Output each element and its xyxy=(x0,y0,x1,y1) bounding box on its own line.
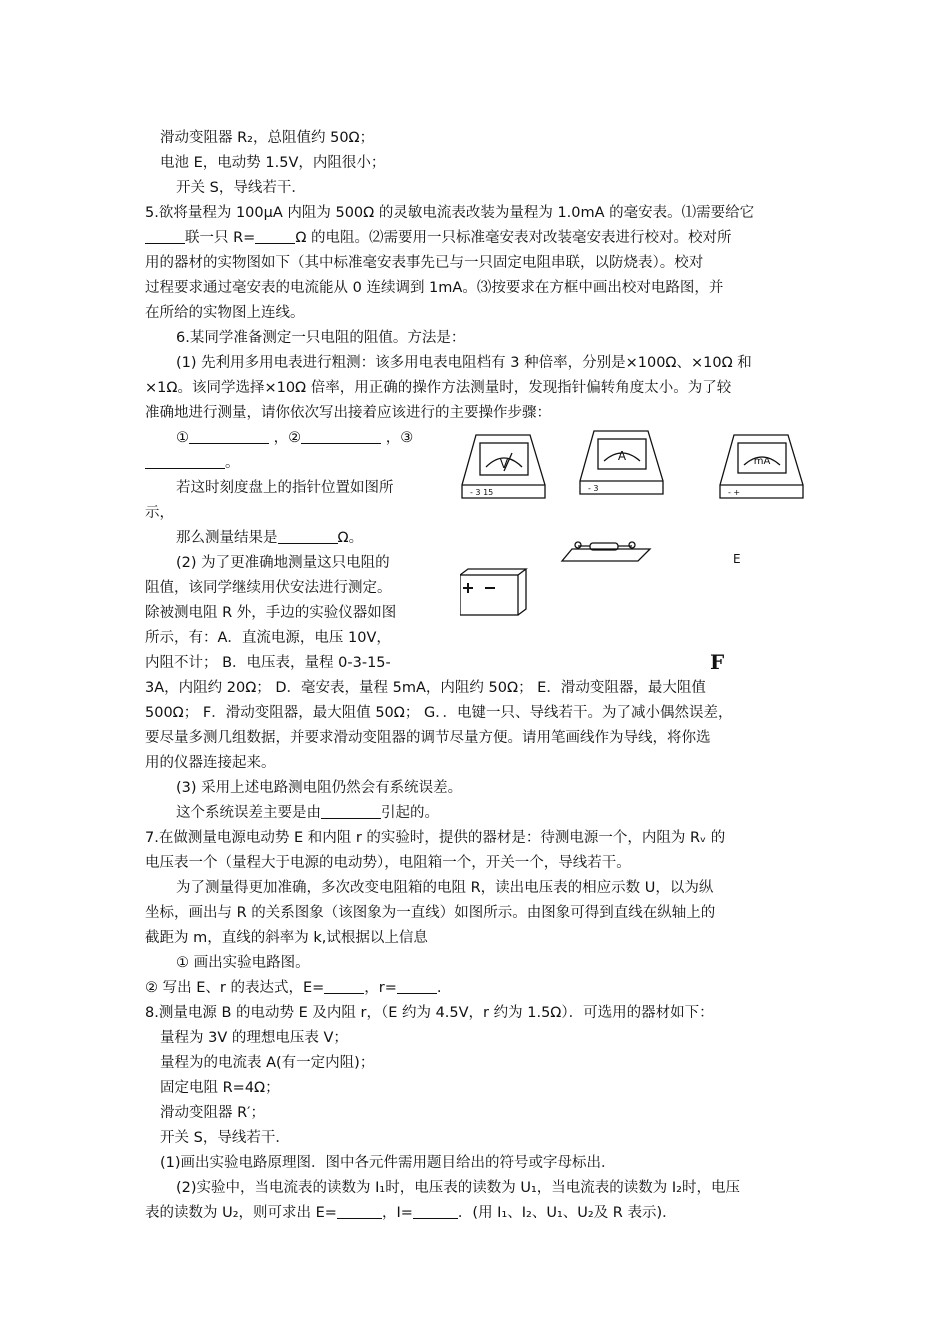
text-line: ② 写出 E、r 的表达式，E= ，r= . xyxy=(145,980,442,996)
battery xyxy=(460,569,526,615)
milliammeter-terminals: - + xyxy=(728,488,741,497)
answer-blank[interactable] xyxy=(145,229,185,244)
text-line: 示， xyxy=(145,505,174,521)
text-line: 这个系统误差主要是由 引起的。 xyxy=(176,805,439,821)
text-line: 用的器材的实物图如下（其中标准毫安表事先已与一只固定电阻串联，以防烧表）。校对 xyxy=(145,255,704,271)
text-line: 要尽量多测几组数据，并要求滑动变阻器的调节尽量方便。请用笔画线作为导线，将你选 xyxy=(145,730,711,746)
text-line: 固定电阻 R=4Ω； xyxy=(160,1080,280,1096)
text-line: (2) 为了更准确地测量这只电阻的 xyxy=(176,555,390,571)
text-line: ① 画出实验电路图。 xyxy=(176,955,310,971)
text-line: 那么测量结果是 Ω。 xyxy=(176,530,364,546)
text-line: 表的读数为 U₂，则可求出 E= ，I= ．(用 I₁、I₂、U₁、U₂及 R 表示)． xyxy=(145,1205,677,1221)
text-line: 过程要求通过毫安表的电流能从 0 连续调到 1mA。⑶按要求在方框中画出校对电路图，并 xyxy=(145,280,724,296)
voltmeter-terminals: - 3 15 xyxy=(470,488,494,497)
text-line: 截距为 m，直线的斜率为 k,试根据以上信息 xyxy=(145,930,428,946)
text-line: 滑动变阻器 R₂，总阻值约 50Ω； xyxy=(160,130,375,146)
answer-blank[interactable] xyxy=(255,229,295,244)
text-line: 。 xyxy=(145,453,445,473)
text-line: 阻值，该同学继续用伏安法进行测定。 xyxy=(145,580,392,596)
text-line: 内阻不计； B．电压表，量程 0-3-15- xyxy=(145,655,391,671)
answer-blank[interactable] xyxy=(301,429,381,444)
text-line: (1) 先利用多用电表进行粗测：该多用电表电阻档有 3 种倍率，分别是×100Ω、×10Ω 和 xyxy=(176,355,752,371)
voltmeter-label: V xyxy=(499,457,509,471)
text-line: (3) 采用上述电路测电阻仍然会有系统误差。 xyxy=(176,780,463,796)
answer-blank[interactable] xyxy=(397,979,437,994)
answer-blank[interactable] xyxy=(413,1204,458,1219)
question-8: 8.测量电源 B 的电动势 E 及内阻 r，（E 约为 4.5V，r 约为 1.5Ω）．可选用的器材如下： xyxy=(145,1005,714,1021)
ammeter-terminals: - 3 xyxy=(588,484,599,493)
text-line: 3A，内阻约 20Ω； D．毫安表，量程 5mA，内阻约 50Ω； E．滑动变阻器，最大阻值 xyxy=(145,680,706,696)
ammeter-label: A xyxy=(617,449,627,463)
question-5: 5.欲将量程为 100μA 内阻为 500Ω 的灵敏电流表改装为量程为 1.0mA 的毫安表。⑴需要给它 xyxy=(145,205,755,221)
text-line: 用的仪器连接起来。 xyxy=(145,755,276,771)
text-line: 电压表一个（量程大于电源的电动势），电阻箱一个，开关一个，导线若干。 xyxy=(145,855,631,871)
text-line: 开关 S，导线若干． xyxy=(176,180,306,196)
text-line: 若这时刻度盘上的指针位置如图所 xyxy=(176,480,394,496)
text-line: 所示，有：A．直流电源，电压 10V， xyxy=(145,630,391,646)
text-line: 在所给的实物图上连线。 xyxy=(145,305,305,321)
resistor-board xyxy=(562,542,650,561)
question-6: 6.某同学准备测定一只电阻的阻值。方法是： xyxy=(176,330,466,346)
label-f: F xyxy=(710,650,725,674)
text-line: (1)画出实验电路原理图．图中各元件需用题目给出的符号或字母标出． xyxy=(160,1155,616,1171)
label-e: E xyxy=(733,552,741,566)
text-line: 量程为的电流表 A(有一定内阻)； xyxy=(160,1055,375,1071)
milliammeter-label: mA xyxy=(753,456,771,467)
text-line: ① ，② ，③ xyxy=(176,430,414,446)
text-line: 为了测量得更加准确，多次改变电阻箱的电阻 R，读出电压表的相应示数 U，以为纵 xyxy=(176,880,714,896)
text-line: 联一只 R= Ω 的电阻。⑵需要用一只标准毫安表对改装毫安表进行校对。校对所 xyxy=(145,228,810,248)
text-line: ×1Ω。该同学选择×10Ω 倍率，用正确的操作方法测量时，发现指针偏转角度太小。为了较 xyxy=(145,380,732,396)
answer-blank[interactable] xyxy=(145,454,225,469)
text-line: 准确地进行测量，请你依次写出接着应该进行的主要操作步骤： xyxy=(145,405,551,421)
text-line: 滑动变阻器 R′； xyxy=(160,1105,265,1121)
text-line: 开关 S，导线若干． xyxy=(160,1130,290,1146)
text-line: (2)实验中，当电流表的读数为 I₁时，电压表的读数为 U₁，当电流表的读数为 I₂时，电压 xyxy=(176,1180,740,1196)
answer-blank[interactable] xyxy=(278,529,338,544)
answer-blank[interactable] xyxy=(321,804,381,819)
text-line: 坐标，画出与 R 的关系图象（该图象为一直线）如图所示。由图象可得到直线在纵轴上的 xyxy=(145,905,716,921)
text-line: 500Ω； F．滑动变阻器，最大阻值 50Ω； G．．电键一只、导线若干。为了减小偶然误差， xyxy=(145,705,733,721)
answer-blank[interactable] xyxy=(337,1204,382,1219)
text-line: 量程为 3V 的理想电压表 V； xyxy=(160,1030,348,1046)
instruments-figure xyxy=(460,425,810,655)
answer-blank[interactable] xyxy=(324,979,364,994)
question-7: 7.在做测量电源电动势 E 和内阻 r 的实验时，提供的器材是：待测电源一个，内阻为 Rᵥ 的 xyxy=(145,830,726,846)
answer-blank[interactable] xyxy=(189,429,269,444)
text-line: 除被测电阻 R 外，手边的实验仪器如图 xyxy=(145,605,397,621)
text-line: 电池 E，电动势 1.5V，内阻很小； xyxy=(160,155,386,171)
